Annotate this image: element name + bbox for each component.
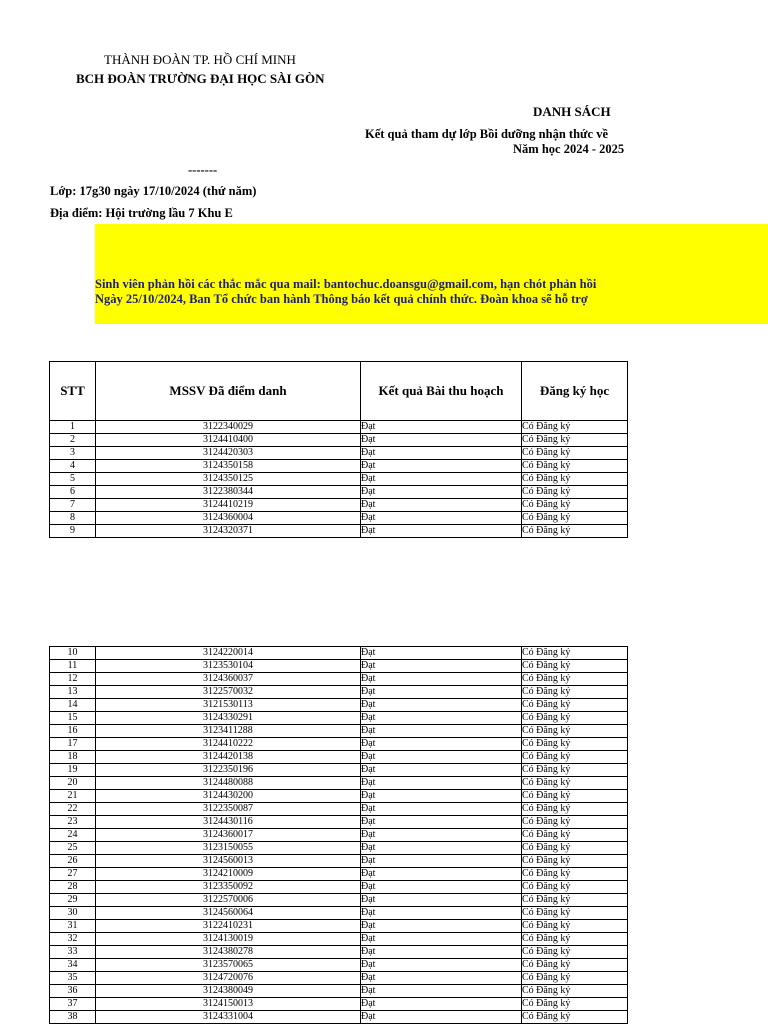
result: Đạt <box>361 881 522 894</box>
registration: Có Đăng ký <box>522 647 628 660</box>
notice-line-2: Ngày 25/10/2024, Ban Tổ chức ban hành Thông báo kết quả chính thức. Đoàn khoa sẽ hỗ trợ <box>95 292 588 306</box>
row-number: 1 <box>50 421 96 434</box>
registration: Có Đăng ký <box>522 985 628 998</box>
table-row <box>50 894 628 907</box>
registration: Có Đăng ký <box>522 725 628 738</box>
row-number: 8 <box>50 512 96 525</box>
student-id: 3124410222 <box>96 738 361 751</box>
table-row <box>50 673 628 686</box>
row-number: 5 <box>50 473 96 486</box>
registration: Có Đăng ký <box>522 738 628 751</box>
table-row <box>50 868 628 881</box>
row-number: 20 <box>50 777 96 790</box>
student-id: 3124330291 <box>96 712 361 725</box>
row-number: 13 <box>50 686 96 699</box>
table-row <box>50 907 628 920</box>
row-number: 12 <box>50 673 96 686</box>
student-id: 3123530104 <box>96 660 361 673</box>
registration: Có Đăng ký <box>522 868 628 881</box>
row-number: 34 <box>50 959 96 972</box>
notice-line-1: Sinh viên phản hồi các thắc mắc qua mail: bantochuc.doansgu@gmail.com, hạn chót phản hồi <box>95 277 597 291</box>
student-id: 3124130019 <box>96 933 361 946</box>
student-id: 3124220014 <box>96 647 361 660</box>
result: Đạt <box>361 673 522 686</box>
row-number: 6 <box>50 486 96 499</box>
result: Đạt <box>361 486 522 499</box>
location-info: Địa điểm: Hội trường lầu 7 Khu E <box>50 206 233 220</box>
document-title: DANH SÁCH <box>533 104 611 119</box>
result: Đạt <box>361 647 522 660</box>
registration: Có Đăng ký <box>522 829 628 842</box>
student-id: 3122380344 <box>96 486 361 499</box>
table-row <box>50 764 628 777</box>
registration: Có Đăng ký <box>522 499 628 512</box>
student-id: 3124350125 <box>96 473 361 486</box>
table-row <box>50 512 628 525</box>
result: Đạt <box>361 998 522 1011</box>
result: Đạt <box>361 712 522 725</box>
registration: Có Đăng ký <box>522 894 628 907</box>
row-number: 17 <box>50 738 96 751</box>
registration: Có Đăng ký <box>522 998 628 1011</box>
registration: Có Đăng ký <box>522 660 628 673</box>
row-number: 15 <box>50 712 96 725</box>
registration: Có Đăng ký <box>522 920 628 933</box>
registration: Có Đăng ký <box>522 473 628 486</box>
student-id: 3123150055 <box>96 842 361 855</box>
registration: Có Đăng ký <box>522 777 628 790</box>
registration: Có Đăng ký <box>522 816 628 829</box>
registration: Có Đăng ký <box>522 803 628 816</box>
table-row <box>50 647 628 660</box>
row-number: 16 <box>50 725 96 738</box>
registration: Có Đăng ký <box>522 686 628 699</box>
table-row <box>50 998 628 1011</box>
table-row <box>50 738 628 751</box>
result: Đạt <box>361 842 522 855</box>
row-number: 27 <box>50 868 96 881</box>
table-row <box>50 842 628 855</box>
table-row <box>50 803 628 816</box>
row-number: 36 <box>50 985 96 998</box>
student-id: 3124410400 <box>96 434 361 447</box>
registration: Có Đăng ký <box>522 933 628 946</box>
row-number: 10 <box>50 647 96 660</box>
table-row <box>50 933 628 946</box>
column-header-result: Kết quả Bài thu hoạch <box>361 362 522 421</box>
result: Đạt <box>361 1011 522 1024</box>
table-row <box>50 460 628 473</box>
result: Đạt <box>361 525 522 538</box>
result: Đạt <box>361 803 522 816</box>
student-id: 3123350092 <box>96 881 361 894</box>
result: Đạt <box>361 699 522 712</box>
student-id: 3124420303 <box>96 447 361 460</box>
org-line-2: BCH ĐOÀN TRƯỜNG ĐẠI HỌC SÀI GÒN <box>76 71 325 86</box>
result: Đạt <box>361 894 522 907</box>
row-number: 29 <box>50 894 96 907</box>
result: Đạt <box>361 725 522 738</box>
row-number: 14 <box>50 699 96 712</box>
student-id: 3124480088 <box>96 777 361 790</box>
student-id: 3124380278 <box>96 946 361 959</box>
student-id: 3122410231 <box>96 920 361 933</box>
student-id: 3124380049 <box>96 985 361 998</box>
table-row <box>50 486 628 499</box>
registration: Có Đăng ký <box>522 460 628 473</box>
row-number: 3 <box>50 447 96 460</box>
result: Đạt <box>361 738 522 751</box>
result: Đạt <box>361 660 522 673</box>
notice-banner <box>95 224 768 324</box>
table-row <box>50 686 628 699</box>
student-id: 3124430200 <box>96 790 361 803</box>
row-number: 4 <box>50 460 96 473</box>
table-row <box>50 1011 628 1024</box>
row-number: 24 <box>50 829 96 842</box>
table-row <box>50 499 628 512</box>
student-id: 3122350087 <box>96 803 361 816</box>
row-number: 38 <box>50 1011 96 1024</box>
table-row <box>50 985 628 998</box>
student-id: 3123411288 <box>96 725 361 738</box>
table-row <box>50 725 628 738</box>
student-id: 3124150013 <box>96 998 361 1011</box>
table-row <box>50 816 628 829</box>
student-id: 3124560013 <box>96 855 361 868</box>
result: Đạt <box>361 764 522 777</box>
table-row <box>50 972 628 985</box>
student-id: 3122340029 <box>96 421 361 434</box>
student-id: 3124360004 <box>96 512 361 525</box>
registration: Có Đăng ký <box>522 447 628 460</box>
row-number: 33 <box>50 946 96 959</box>
student-id: 3124331004 <box>96 1011 361 1024</box>
registration: Có Đăng ký <box>522 512 628 525</box>
row-number: 35 <box>50 972 96 985</box>
student-id: 3124560064 <box>96 907 361 920</box>
result: Đạt <box>361 972 522 985</box>
subtitle-line-2: Năm học 2024 - 2025 <box>513 142 625 156</box>
table-row <box>50 829 628 842</box>
table-row <box>50 660 628 673</box>
row-number: 9 <box>50 525 96 538</box>
table-row <box>50 473 628 486</box>
registration: Có Đăng ký <box>522 434 628 447</box>
registration: Có Đăng ký <box>522 486 628 499</box>
row-number: 31 <box>50 920 96 933</box>
table-row <box>50 421 628 434</box>
student-id: 3121530113 <box>96 699 361 712</box>
registration: Có Đăng ký <box>522 946 628 959</box>
class-info: Lớp: 17g30 ngày 17/10/2024 (thứ năm) <box>50 184 257 198</box>
row-number: 23 <box>50 816 96 829</box>
result: Đạt <box>361 473 522 486</box>
result: Đạt <box>361 751 522 764</box>
row-number: 28 <box>50 881 96 894</box>
registration: Có Đăng ký <box>522 907 628 920</box>
row-number: 19 <box>50 764 96 777</box>
registration: Có Đăng ký <box>522 972 628 985</box>
row-number: 37 <box>50 998 96 1011</box>
result: Đạt <box>361 499 522 512</box>
table-row <box>50 447 628 460</box>
table-row <box>50 790 628 803</box>
registration: Có Đăng ký <box>522 673 628 686</box>
table-row <box>50 434 628 447</box>
separator: ------- <box>188 163 218 177</box>
registration: Có Đăng ký <box>522 842 628 855</box>
table-row <box>50 959 628 972</box>
table-row <box>50 712 628 725</box>
row-number: 25 <box>50 842 96 855</box>
student-id: 3124430116 <box>96 816 361 829</box>
row-number: 11 <box>50 660 96 673</box>
registration: Có Đăng ký <box>522 712 628 725</box>
registration: Có Đăng ký <box>522 525 628 538</box>
result: Đạt <box>361 946 522 959</box>
student-id: 3124360017 <box>96 829 361 842</box>
student-id: 3124410219 <box>96 499 361 512</box>
registration: Có Đăng ký <box>522 751 628 764</box>
result: Đạt <box>361 460 522 473</box>
column-header-stt: STT <box>50 362 96 421</box>
row-number: 18 <box>50 751 96 764</box>
result: Đạt <box>361 421 522 434</box>
student-id: 3124720076 <box>96 972 361 985</box>
result: Đạt <box>361 868 522 881</box>
student-id: 3122350196 <box>96 764 361 777</box>
results-table-header <box>49 361 628 421</box>
registration: Có Đăng ký <box>522 855 628 868</box>
org-line-1: THÀNH ĐOÀN TP. HỒ CHÍ MINH <box>104 52 296 67</box>
column-header-mssv: MSSV Đã điểm danh <box>96 362 361 421</box>
result: Đạt <box>361 816 522 829</box>
row-number: 2 <box>50 434 96 447</box>
table-row <box>50 751 628 764</box>
row-number: 32 <box>50 933 96 946</box>
row-number: 30 <box>50 907 96 920</box>
registration: Có Đăng ký <box>522 959 628 972</box>
registration: Có Đăng ký <box>522 421 628 434</box>
result: Đạt <box>361 920 522 933</box>
row-number: 26 <box>50 855 96 868</box>
result: Đạt <box>361 933 522 946</box>
result: Đạt <box>361 777 522 790</box>
registration: Có Đăng ký <box>522 790 628 803</box>
result: Đạt <box>361 829 522 842</box>
table-row <box>50 946 628 959</box>
table-row <box>50 920 628 933</box>
table-row <box>50 881 628 894</box>
result: Đạt <box>361 686 522 699</box>
registration: Có Đăng ký <box>522 1011 628 1024</box>
result: Đạt <box>361 447 522 460</box>
student-id: 3122570006 <box>96 894 361 907</box>
registration: Có Đăng ký <box>522 764 628 777</box>
table-row <box>50 855 628 868</box>
result: Đạt <box>361 855 522 868</box>
row-number: 21 <box>50 790 96 803</box>
result: Đạt <box>361 959 522 972</box>
row-number: 7 <box>50 499 96 512</box>
subtitle-line-1: Kết quả tham dự lớp Bồi dưỡng nhận thức về <box>365 127 608 141</box>
result: Đạt <box>361 907 522 920</box>
result: Đạt <box>361 512 522 525</box>
registration: Có Đăng ký <box>522 881 628 894</box>
student-id: 3124320371 <box>96 525 361 538</box>
column-header-registration: Đăng ký học <box>522 362 628 421</box>
student-id: 3122570032 <box>96 686 361 699</box>
row-number: 22 <box>50 803 96 816</box>
result: Đạt <box>361 985 522 998</box>
result: Đạt <box>361 790 522 803</box>
student-id: 3124420138 <box>96 751 361 764</box>
table-row <box>50 699 628 712</box>
result: Đạt <box>361 434 522 447</box>
student-id: 3124210009 <box>96 868 361 881</box>
student-id: 3124360037 <box>96 673 361 686</box>
table-row <box>50 525 628 538</box>
results-table-part-1 <box>49 420 628 538</box>
results-table-part-2 <box>49 646 628 1024</box>
table-row <box>50 777 628 790</box>
student-id: 3123570065 <box>96 959 361 972</box>
student-id: 3124350158 <box>96 460 361 473</box>
registration: Có Đăng ký <box>522 699 628 712</box>
